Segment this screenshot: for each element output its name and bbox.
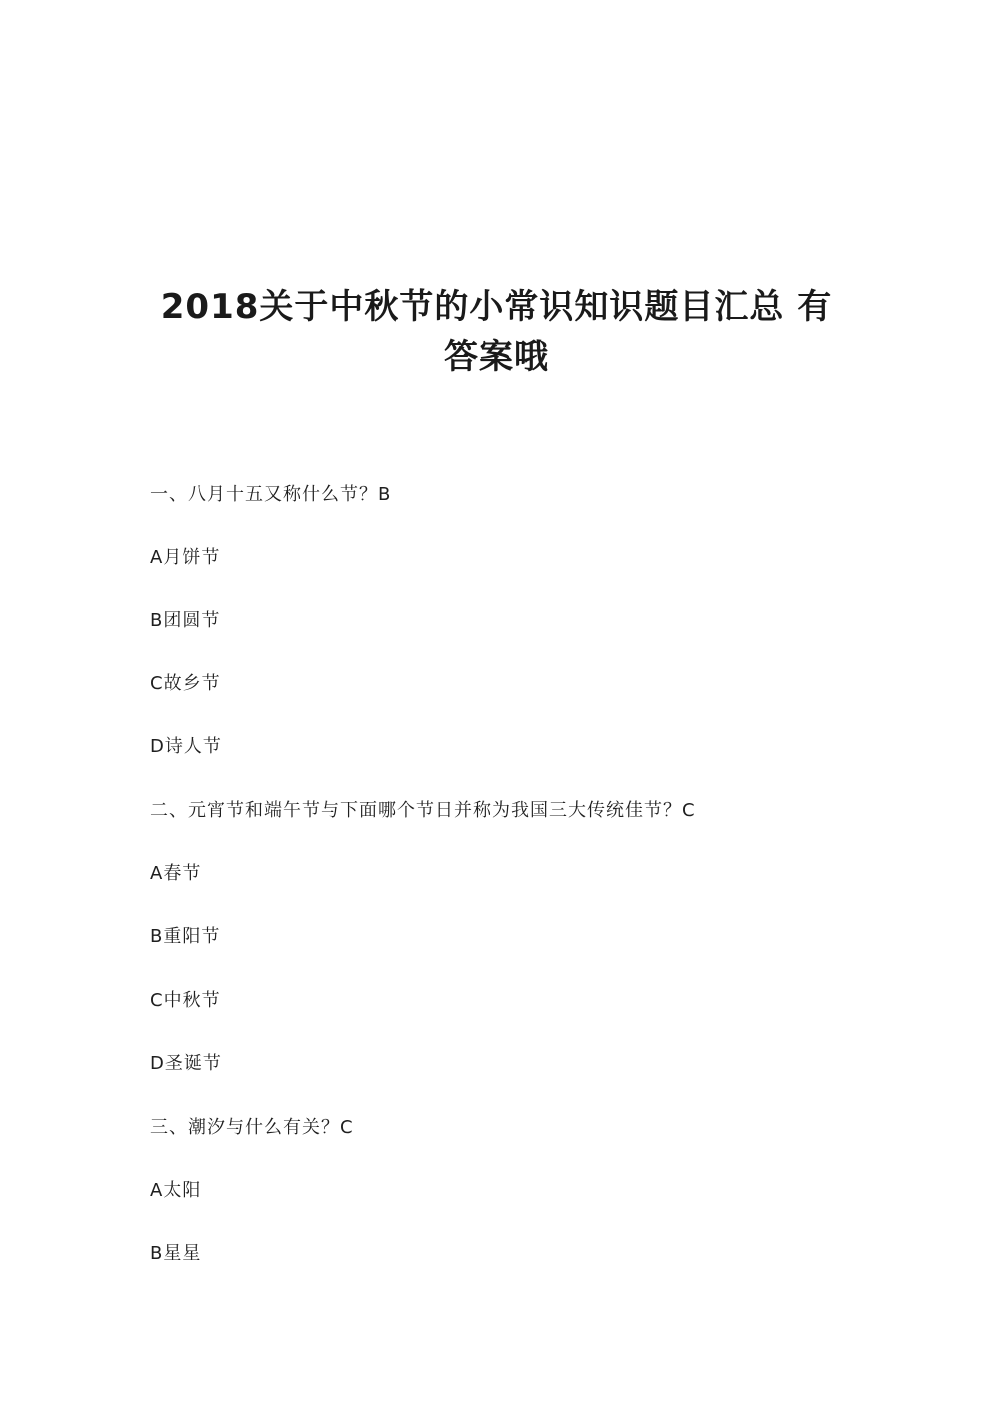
question-3: 三、潮汐与什么有关？C [150, 1117, 354, 1138]
question-1: 一、八月十五又称什么节？B [150, 484, 392, 505]
question-2-option-a: A春节 [150, 863, 202, 884]
question-2: 二、元宵节和端午节与下面哪个节日并称为我国三大传统佳节？C [150, 800, 696, 821]
question-1-option-b: B团圆节 [150, 610, 221, 631]
question-2-option-b: B重阳节 [150, 926, 221, 947]
question-2-option-d: D圣诞节 [150, 1053, 222, 1074]
question-1-option-c: C故乡节 [150, 673, 221, 694]
question-3-option-a: A太阳 [150, 1180, 202, 1201]
question-1-option-a: A月饼节 [150, 547, 221, 568]
document-title-line-2: 答案哦 [444, 337, 549, 377]
document-title [120, 282, 873, 382]
question-2-option-c: C中秋节 [150, 990, 221, 1011]
document-title-line-1: 2018关于中秋节的小常识知识题目汇总 有 [160, 287, 833, 327]
question-3-option-b: B星星 [150, 1243, 202, 1264]
question-1-option-d: D诗人节 [150, 736, 222, 757]
